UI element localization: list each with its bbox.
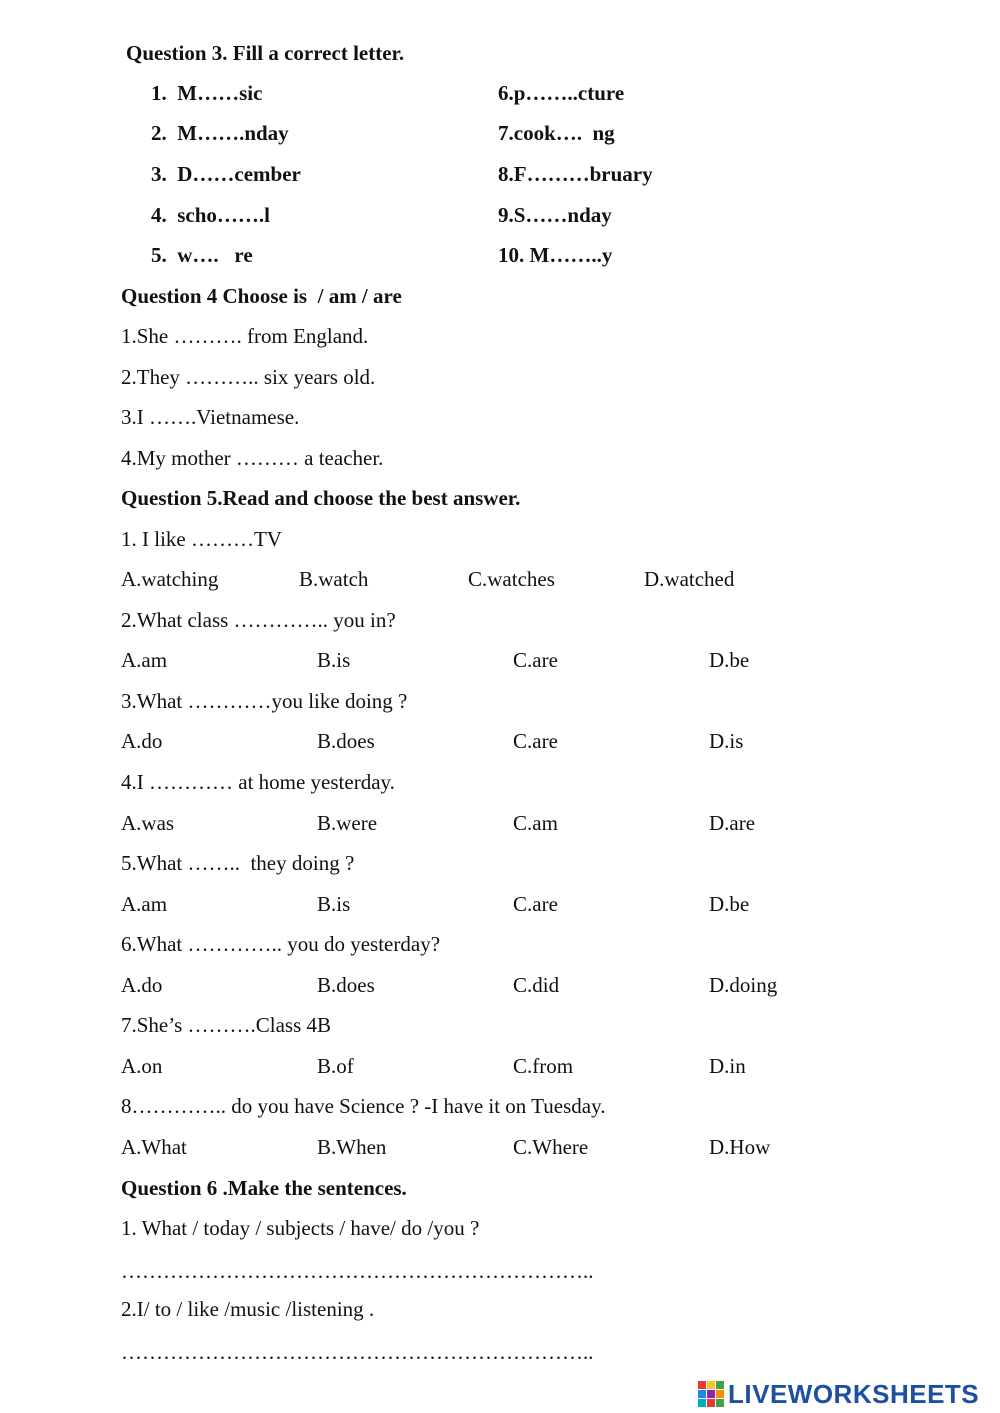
q5-option-6d: D.doing (709, 973, 778, 997)
q3-item-9: 9.S……nday (498, 203, 612, 227)
logo-square (698, 1399, 706, 1407)
q5-option-1b: B.watch (299, 567, 369, 591)
q5-option-3d: D.is (709, 729, 744, 753)
logo-square (716, 1399, 724, 1407)
q5-option-2c: C.are (513, 648, 558, 672)
q5-option-1c: C.watches (468, 567, 555, 591)
logo-square (698, 1381, 706, 1389)
liveworksheets-wordmark: LIVEWORKSHEETS (728, 1378, 980, 1409)
q5-option-4b: B.were (317, 811, 378, 835)
q5-option-4c: C.am (513, 811, 558, 835)
q6-answer-line-1[interactable]: ………………………………………………………….. (121, 1259, 594, 1283)
q5-option-6a: A.do (121, 973, 163, 997)
logo-square (716, 1390, 724, 1398)
q5-option-5a: A.am (121, 892, 168, 916)
q5-question-7: 7.She’s ……….Class 4B (121, 1013, 332, 1037)
logo-square (707, 1390, 715, 1398)
q5-option-3a: A.do (121, 729, 163, 753)
q3-item-3: 3. D……cember (151, 162, 301, 186)
q5-option-1a: A.watching (121, 567, 219, 591)
q5-option-8b: B.When (317, 1135, 387, 1159)
q4-item-1: 1.She ………. from England. (121, 324, 369, 348)
logo-square (716, 1381, 724, 1389)
liveworksheets-logo-icon (698, 1381, 724, 1407)
q5-option-5b: B.is (317, 892, 351, 916)
q5-question-1: 1. I like ………TV (121, 527, 282, 551)
q5-question-5: 5.What …….. they doing ? (121, 851, 355, 875)
q5-option-8d: D.How (709, 1135, 771, 1159)
q5-question-8: 8………….. do you have Science ? -I have it on Tuesday. (121, 1094, 606, 1118)
q5-option-6b: B.does (317, 973, 375, 997)
logo-square (707, 1381, 715, 1389)
q5-question-6: 6.What ………….. you do yesterday? (121, 932, 441, 956)
q5-option-6c: C.did (513, 973, 560, 997)
q4-heading: Question 4 Choose is / am / are (121, 284, 402, 308)
q5-option-3b: B.does (317, 729, 375, 753)
q6-prompt-1: 1. What / today / subjects / have/ do /you ? (121, 1216, 480, 1240)
q5-option-1d: D.watched (644, 567, 735, 591)
liveworksheets-logo (698, 1378, 979, 1410)
q5-option-2b: B.is (317, 648, 351, 672)
q6-prompt-2: 2.I/ to / like /music /listening . (121, 1297, 375, 1321)
q3-heading: Question 3. Fill a correct letter. (126, 41, 405, 65)
q5-option-2d: D.be (709, 648, 750, 672)
q4-item-2: 2.They ……….. six years old. (121, 365, 376, 389)
q3-item-6: 6.p……..cture (498, 81, 625, 105)
q3-item-5: 5. w…. re (151, 243, 253, 267)
q5-option-7d: D.in (709, 1054, 746, 1078)
q5-option-4d: D.are (709, 811, 756, 835)
q5-option-5c: C.are (513, 892, 558, 916)
q6-heading: Question 6 .Make the sentences. (121, 1176, 407, 1200)
q3-item-8: 8.F………bruary (498, 162, 653, 186)
q3-item-1: 1. M……sic (151, 81, 263, 105)
q5-option-7b: B.of (317, 1054, 354, 1078)
q5-question-3: 3.What …………you like doing ? (121, 689, 408, 713)
q5-option-4a: A.was (121, 811, 175, 835)
q4-item-3: 3.I …….Vietnamese. (121, 405, 300, 429)
q5-option-7a: A.on (121, 1054, 163, 1078)
q3-item-10: 10. M……..y (498, 243, 613, 267)
q5-question-4: 4.I ………… at home yesterday. (121, 770, 395, 794)
logo-square (698, 1390, 706, 1398)
q3-item-4: 4. scho…….l (151, 203, 271, 227)
q5-option-2a: A.am (121, 648, 168, 672)
q5-option-8a: A.What (121, 1135, 187, 1159)
q5-heading: Question 5.Read and choose the best answer. (121, 486, 521, 510)
q5-option-8c: C.Where (513, 1135, 589, 1159)
q3-item-2: 2. M…….nday (151, 121, 289, 145)
q6-answer-line-2[interactable]: ………………………………………………………….. (121, 1340, 594, 1364)
q5-option-7c: C.from (513, 1054, 574, 1078)
q5-question-2: 2.What class ………….. you in? (121, 608, 396, 632)
q3-item-7: 7.cook…. ng (498, 121, 615, 145)
q5-option-3c: C.are (513, 729, 558, 753)
logo-square (707, 1399, 715, 1407)
q4-item-4: 4.My mother ……… a teacher. (121, 446, 384, 470)
q5-option-5d: D.be (709, 892, 750, 916)
